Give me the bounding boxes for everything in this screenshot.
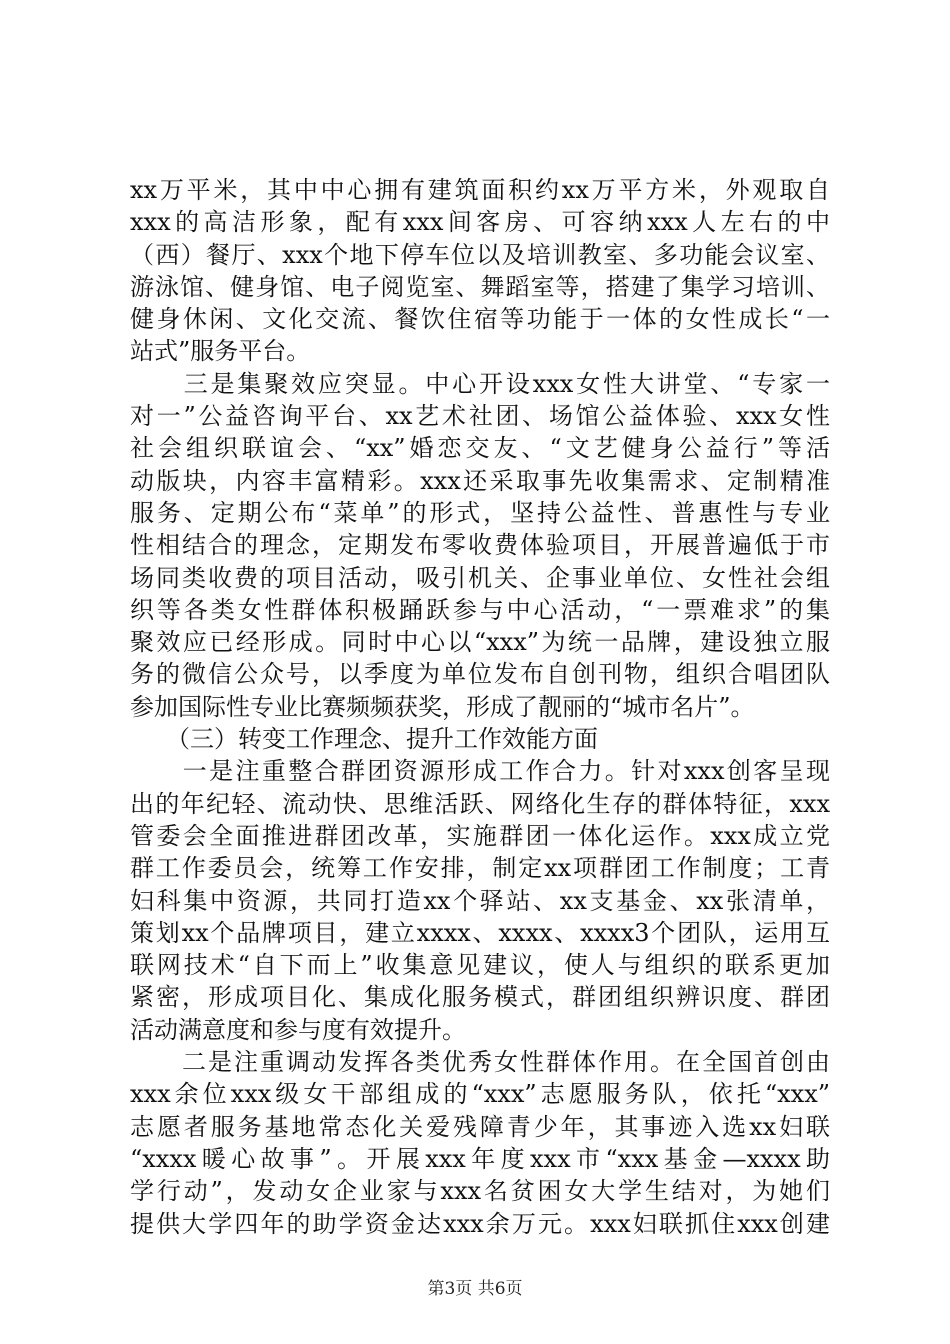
text-line: “xxxx暖心故事”。开展xxx年度xxx市“xxx基金—xxxx助: [130, 1144, 830, 1173]
page-footer: 第3页 共6页: [427, 1279, 523, 1299]
text-line: 志愿者服务基地常态化关爱残障青少年，其事迹入选xx妇联: [130, 1112, 830, 1141]
text-line: 动版块，内容丰富精彩。xxx还采取事先收集需求、定制精准: [130, 466, 830, 495]
text-line: xx万平米，其中中心拥有建筑面积约xx万平方米，外观取自: [130, 176, 830, 204]
text-line: 性相结合的理念，定期发布零收费体验项目，开展普遍低于市: [130, 531, 830, 560]
text-line: 提供大学四年的助学资金达xxx余万元。xxx妇联抓住xxx创建: [130, 1209, 830, 1238]
text-line: 务的微信公众号，以季度为单位发布自创刊物，组织合唱团队: [130, 660, 830, 689]
text-line: 管委会全面推进群团改革，实施群团一体化运作。xxx成立党: [130, 821, 830, 850]
text-line: 活动满意度和参与度有效提升。: [130, 1015, 466, 1044]
text-line: xxx余位xxx级女干部组成的“xxx”志愿服务队，依托“xxx”: [130, 1080, 830, 1109]
text-line: 策划xx个品牌项目，建立xxxx、xxxx、xxxx3个团队，运用互: [130, 918, 830, 947]
text-line: 二是注重调动发挥各类优秀女性群体作用。在全国首创由: [130, 1048, 830, 1077]
document-body: [130, 174, 830, 1240]
text-line: 三是集聚效应突显。中心开设xxx女性大讲堂、“专家一: [130, 369, 830, 398]
text-line: 学行动”，发动女企业家与xxx名贫困女大学生结对，为她们: [130, 1177, 830, 1206]
text-line: 出的年纪轻、流动快、思维活跃、网络化生存的群体特征，xxx: [130, 789, 830, 818]
text-line: 游泳馆、健身馆、电子阅览室、舞蹈室等，搭建了集学习培训、: [130, 272, 830, 301]
text-line: 联网技术“自下而上”收集意见建议，使人与组织的联系更加: [130, 951, 830, 980]
text-line: 聚效应已经形成。同时中心以“xxx”为统一品牌，建设独立服: [130, 628, 830, 657]
text-line: 群工作委员会，统筹工作安排，制定xx项群团工作制度；工青: [130, 854, 830, 883]
text-line: 场同类收费的项目活动，吸引机关、企事业单位、女性社会组: [130, 563, 830, 592]
text-line: 健身休闲、文化交流、餐饮住宿等功能于一体的女性成长“一: [130, 305, 830, 334]
text-line: 妇科集中资源，共同打造xx个驿站、xx支基金、xx张清单，: [130, 886, 830, 915]
text-line: 参加国际性专业比赛频频获奖，形成了靓丽的“城市名片”。: [130, 692, 755, 721]
text-line: （西）餐厅、xxx个地下停车位以及培训教室、多功能会议室、: [130, 240, 830, 269]
text-line: 社会组织联谊会、“xx”婚恋交友、“文艺健身公益行”等活: [130, 434, 830, 463]
text-line: 站式”服务平台。: [130, 337, 311, 366]
text-line: 对一”公益咨询平台、xx艺术社团、场馆公益体验、xxx女性: [130, 402, 830, 431]
text-line: 织等各类女性群体积极踊跃参与中心活动，“一票难求”的集: [130, 595, 830, 624]
text-line: xxx的高洁形象，配有xxx间客房、可容纳xxx人左右的中: [130, 208, 830, 237]
text-line: （三）转变工作理念、提升工作效能方面: [130, 725, 598, 754]
text-line: 一是注重整合群团资源形成工作合力。针对xxx创客呈现: [130, 757, 830, 786]
text-line: 紧密，形成项目化、集成化服务模式，群团组织辨识度、群团: [130, 983, 830, 1012]
text-line: 服务、定期公布“菜单”的形式，坚持公益性、普惠性与专业: [130, 498, 830, 527]
